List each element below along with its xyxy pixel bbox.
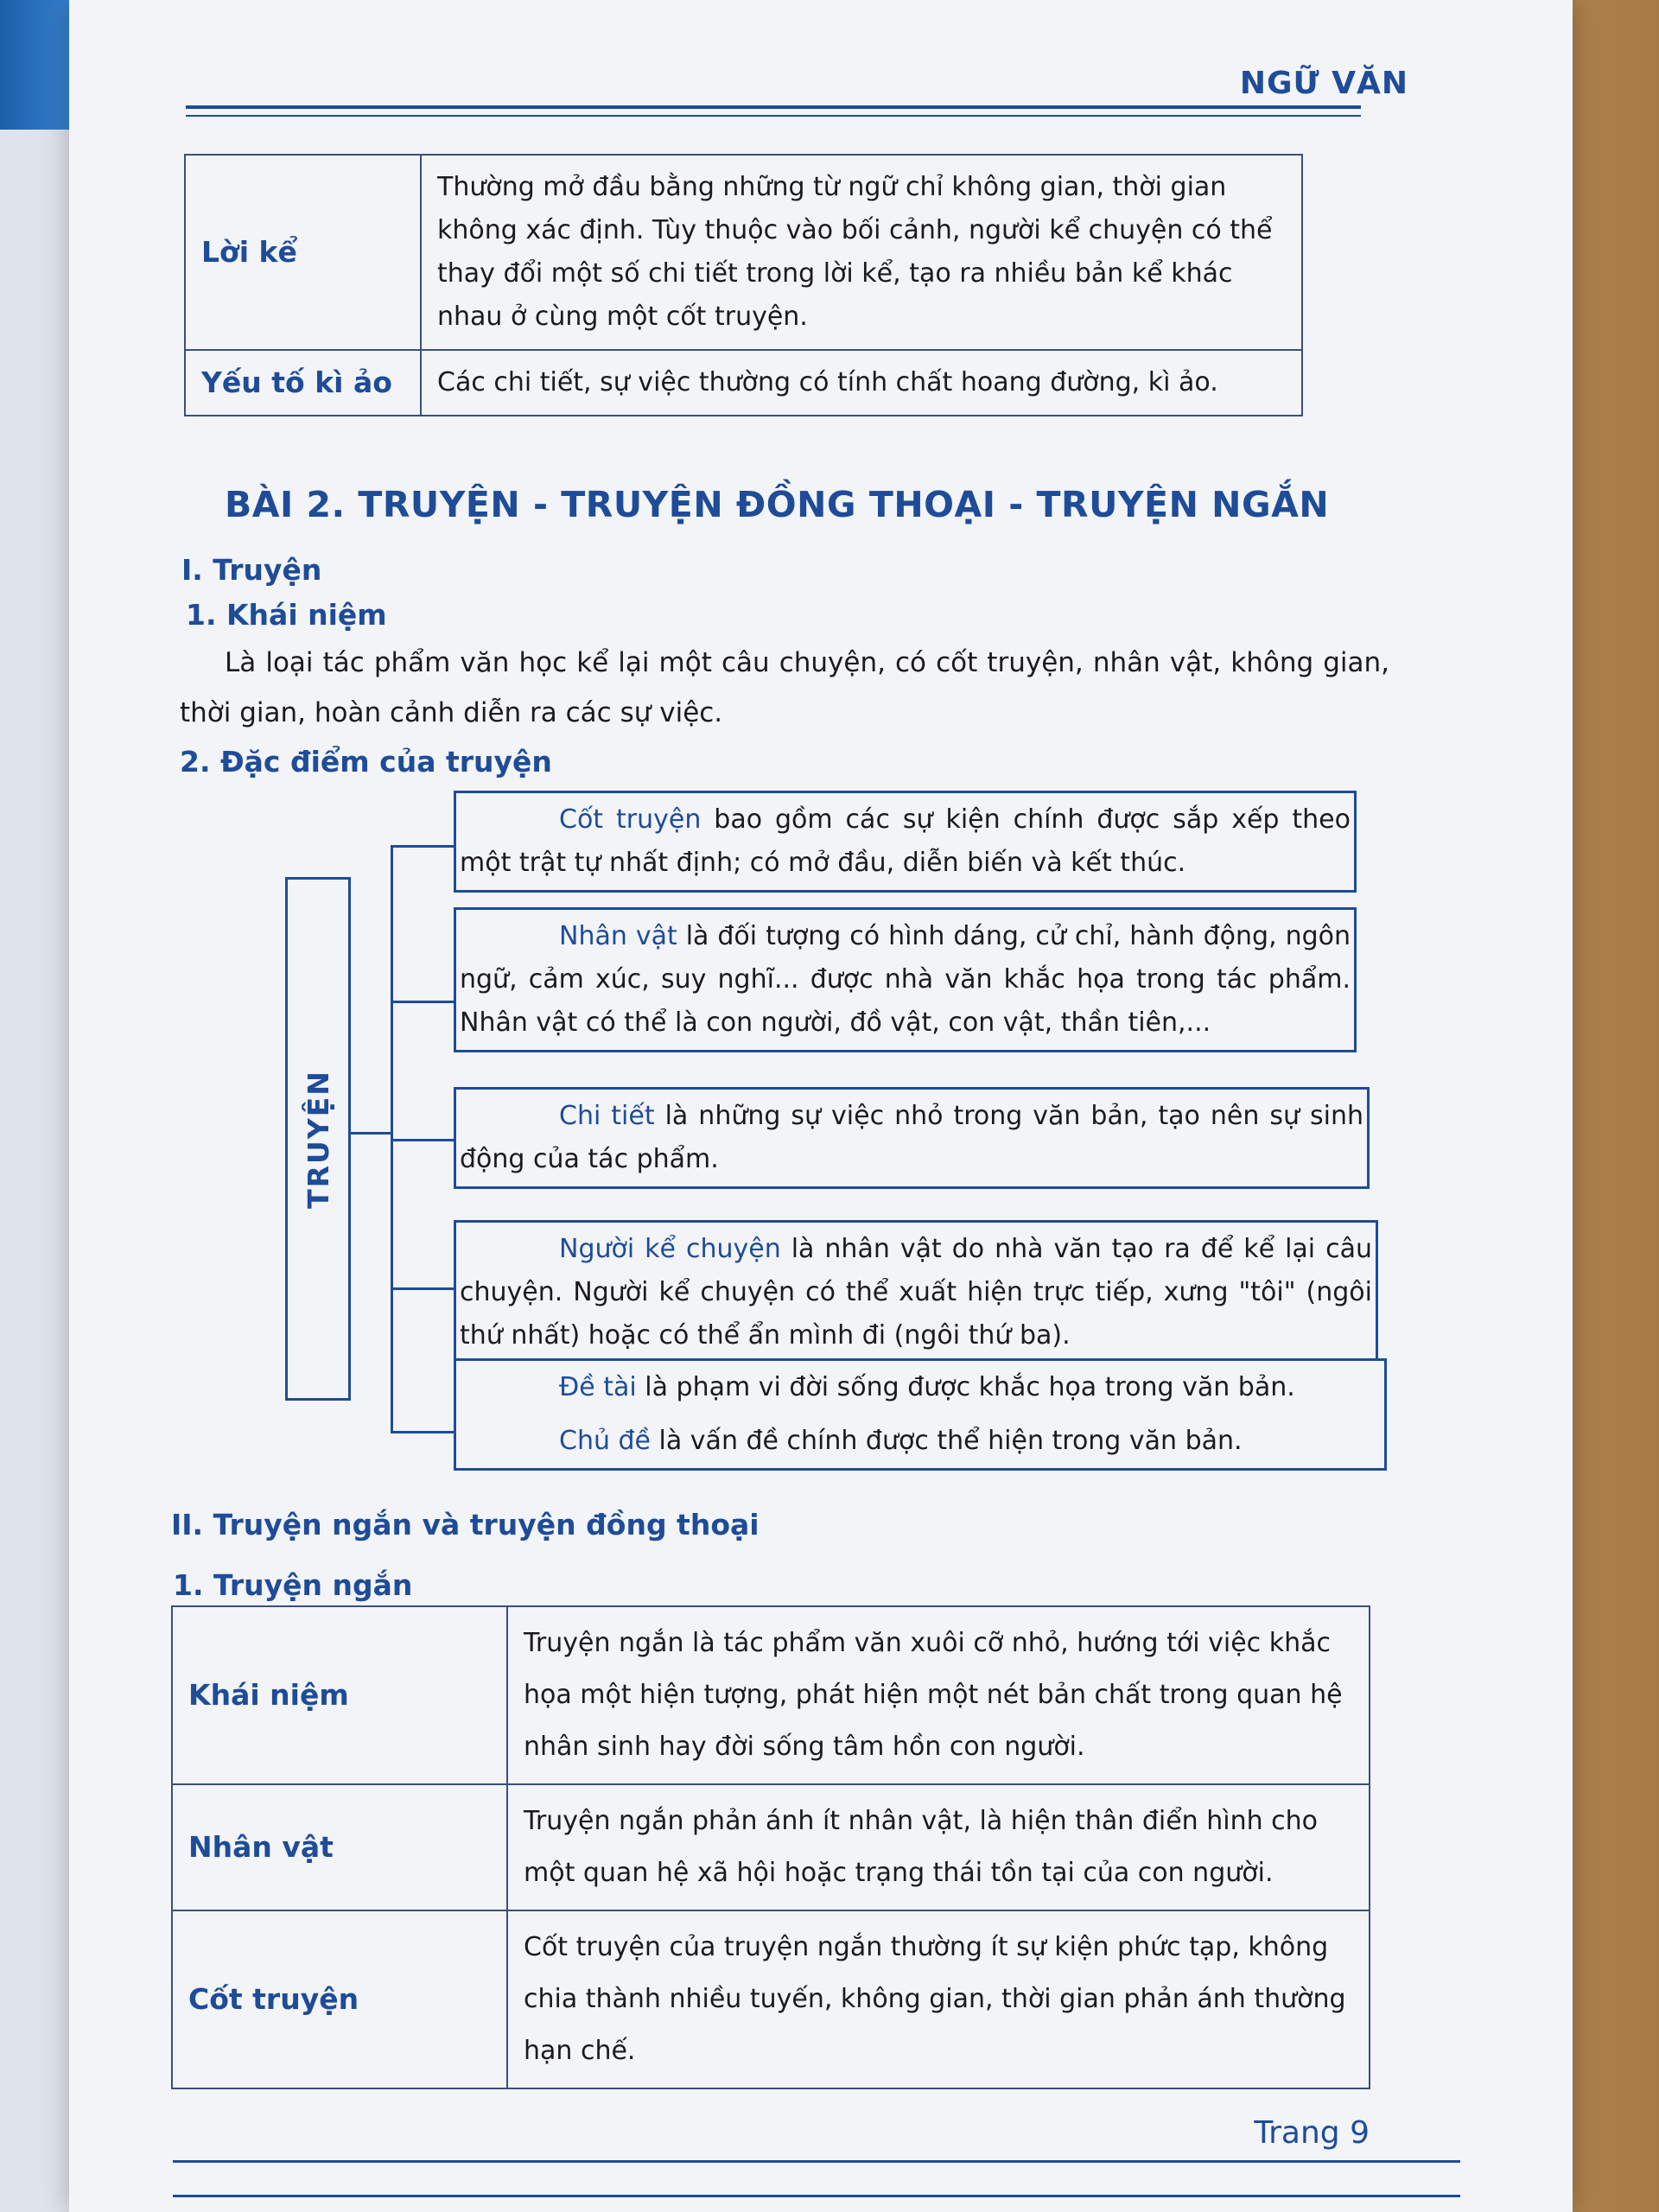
row-label: Khái niệm — [172, 1606, 507, 1784]
row-content: Cốt truyện của truyện ngắn thường ít sự kiện phức tạp, không chia thành nhiều tuyến, không gian, thời gian phản ánh thường hạn chế. — [507, 1910, 1370, 2088]
diagram-root-box — [285, 877, 351, 1401]
previous-page-edge — [0, 130, 78, 2212]
connector-branch — [391, 1139, 454, 1141]
item-text: là đối tượng có hình dáng, cử chỉ, hành động, ngôn ngữ, cảm xúc, suy nghĩ... được nhà văn khắc họa trong tác phẩm. Nhân vật có thể là con người, đồ vật, con vật, thần tiên,... — [460, 921, 1351, 1038]
item-term: Chi tiết — [559, 1101, 655, 1131]
item-term: Cốt truyện — [559, 804, 702, 835]
row-label: Yếu tố kì ảo — [185, 350, 421, 416]
diagram-item-plot — [454, 791, 1357, 893]
diagram-item-narrator — [454, 1220, 1378, 1365]
row-label: Nhân vật — [172, 1784, 507, 1910]
story-features-table — [184, 154, 1303, 416]
diagram-item-detail — [454, 1087, 1370, 1189]
book-page — [69, 0, 1573, 2212]
item-text: là những sự việc nhỏ trong văn bản, tạo nên sự sinh động của tác phẩm. — [460, 1101, 1363, 1174]
row-label: Cốt truyện — [172, 1910, 507, 2088]
item-term: Đề tài — [559, 1372, 637, 1402]
item-text: là phạm vi đời sống được khắc họa trong văn bản. — [636, 1372, 1295, 1402]
table-row — [185, 155, 1302, 350]
short-story-table — [171, 1605, 1370, 2089]
table-row — [185, 350, 1302, 416]
item-text: bao gồm các sự kiện chính được sắp xếp theo một trật tự nhất định; có mở đầu, diễn biến và kết thúc. — [460, 804, 1351, 878]
row-label: Lời kể — [185, 155, 421, 350]
subsection-heading: 2. Đặc điểm của truyện — [180, 745, 552, 779]
row-content: Các chi tiết, sự việc thường có tính chất hoang đường, kì ảo. — [421, 350, 1302, 416]
lesson-title: BÀI 2. TRUYỆN - TRUYỆN ĐỒNG THOẠI - TRUYỆN NGẮN — [225, 484, 1330, 525]
connector-branch — [391, 845, 454, 848]
story-features-diagram — [199, 778, 1391, 1495]
table-row — [172, 1910, 1370, 2088]
connector-branch — [391, 1001, 454, 1003]
footer-rule — [173, 2195, 1460, 2197]
table-row — [172, 1606, 1370, 1784]
connector-branch — [391, 1431, 454, 1433]
header-rule — [186, 105, 1361, 117]
diagram-item-theme — [454, 1358, 1387, 1471]
row-content: Truyện ngắn phản ánh ít nhân vật, là hiện thân điển hình cho một quan hệ xã hội hoặc trạng thái tồn tại của con người. — [507, 1784, 1370, 1910]
section-heading: I. Truyện — [181, 553, 322, 587]
row-content: Thường mở đầu bằng những từ ngữ chỉ không gian, thời gian không xác định. Tùy thuộc vào bối cảnh, người kể chuyện có thể thay đổi một số chi tiết trong lời kể, tạo ra nhiều bản kể khác nhau ở cùng một cốt truyện. — [421, 155, 1302, 350]
item-term: Người kể chuyện — [559, 1234, 781, 1264]
row-content: Truyện ngắn là tác phẩm văn xuôi cỡ nhỏ, hướng tới việc khắc họa một hiện tượng, phát hiện một nét bản chất trong quan hệ nhân sinh hay đời sống tâm hồn con người. — [507, 1606, 1370, 1784]
diagram-item-character — [454, 907, 1357, 1052]
definition-paragraph: Là loại tác phẩm văn học kể lại một câu chuyện, có cốt truyện, nhân vật, không gian, thời gian, hoàn cảnh diễn ra các sự việc. — [180, 647, 1389, 728]
diagram-root-label: TRUYỆN — [301, 1069, 335, 1209]
connector-line — [348, 1132, 391, 1135]
item-text: là nhân vật do nhà văn tạo ra để kể lại câu chuyện. Người kể chuyện có thể xuất hiện trực tiếp, xưng "tôi" (ngôi thứ nhất) hoặc có thể ẩn mình đi (ngôi thứ ba). — [460, 1234, 1372, 1351]
header-subject: NGỮ VĂN — [1239, 66, 1408, 101]
connector-branch — [391, 1287, 454, 1290]
subsection-heading: 1. Khái niệm — [186, 598, 387, 632]
item-term: Nhân vật — [559, 921, 677, 951]
item-term: Chủ đề — [559, 1426, 652, 1456]
subsection-heading: 1. Truyện ngắn — [173, 1568, 413, 1602]
page-number: Trang 9 — [1254, 2115, 1370, 2151]
table-row — [172, 1784, 1370, 1910]
section-heading: II. Truyện ngắn và truyện đồng thoại — [171, 1508, 760, 1541]
footer-rule — [173, 2160, 1460, 2163]
item-text: là vấn đề chính được thể hiện trong văn bản. — [651, 1426, 1243, 1456]
